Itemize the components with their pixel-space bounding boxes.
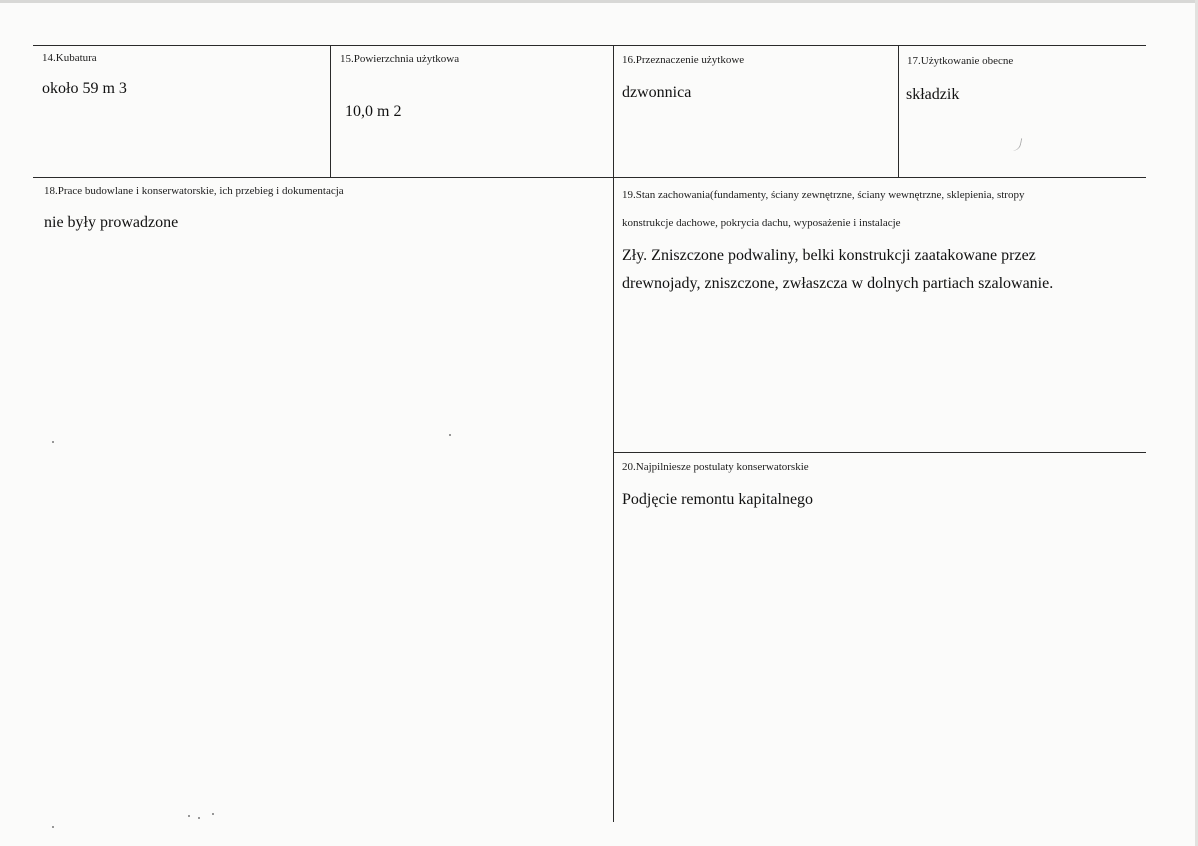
section-19-label-line2: konstrukcje dachowe, pokrycia dachu, wyposażenie i instalacje (622, 217, 901, 229)
section-18-label: 18.Prace budowlane i konserwatorskie, ich przebieg i dokumentacja (44, 185, 344, 197)
top-rule (33, 45, 1146, 46)
scan-speck (188, 815, 190, 817)
section-15-value: 10,0 m 2 (345, 103, 402, 120)
section-16-label: 16.Przeznaczenie użytkowe (622, 54, 745, 66)
section-14-label: 14.Kubatura (42, 52, 97, 64)
scan-speck (212, 813, 214, 815)
section-18-value: nie były prowadzone (44, 214, 179, 231)
row1-bottom-rule (33, 177, 1146, 178)
section-15-label: 15.Powierzchnia użytkowa (340, 53, 460, 65)
scan-speck (52, 441, 54, 443)
section-17-label: 17.Użytkowanie obecne (907, 55, 1014, 67)
section-20-value: Podjęcie remontu kapitalnego (622, 491, 814, 508)
scan-speck (449, 434, 451, 436)
divider-14-15 (330, 45, 331, 177)
scan-speck (198, 817, 200, 819)
section-20-label: 20.Najpilniesze postulaty konserwatorskie (622, 461, 809, 473)
divider-15-16 (613, 45, 614, 822)
section-19-label-line1: 19.Stan zachowania(fundamenty, ściany zewnętrzne, ściany wewnętrzne, sklepienia, stropy (622, 189, 1025, 201)
pen-mark (1009, 136, 1023, 152)
scan-speck (52, 826, 54, 828)
scan-edge-top (0, 0, 1198, 3)
section-19-value-line2: drewnojady, zniszczone, zwłaszcza w dolnych partiach szalowanie. (622, 275, 1054, 292)
divider-16-17 (898, 45, 899, 177)
section-19-20-divider (613, 452, 1146, 453)
section-14-value: około 59 m 3 (42, 80, 127, 97)
section-17-value: składzik (906, 86, 960, 103)
section-19-value-line1: Zły. Zniszczone podwaliny, belki konstrukcji zaatakowane przez (622, 247, 1036, 264)
section-16-value: dzwonnica (622, 84, 692, 101)
